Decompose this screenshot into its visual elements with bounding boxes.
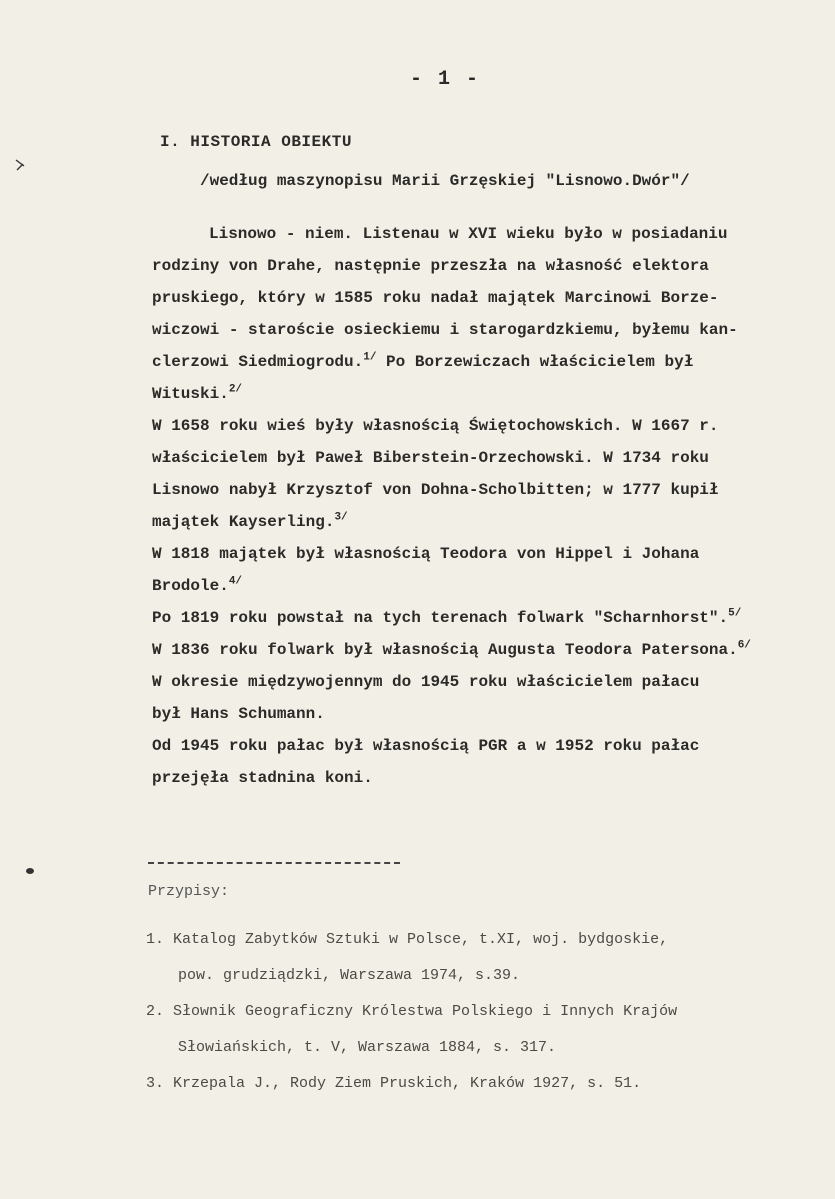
footnote-item: 1. Katalog Zabytków Sztuki w Polsce, t.XI, woj. bydgoskie, — [146, 931, 669, 948]
footnotes-title: Przypisy: — [148, 883, 230, 900]
body-line: Lisnowo nabył Krzysztof von Dohna-Scholbitten; w 1777 kupił — [152, 481, 719, 499]
body-line: clerzowi Siedmiogrodu.$^{1/}$ Po Borzewiczach właścicielem był — [152, 351, 694, 371]
footnote-ref: 4/ — [228, 575, 243, 588]
footnote-divider — [148, 862, 400, 864]
footnote-ref: 1/ — [363, 351, 377, 364]
body-line: Brodole.$^{4/}$ — [152, 575, 243, 595]
footnote-item-continued: pow. grudziądzki, Warszawa 1974, s.39. — [178, 967, 521, 984]
footnote-item: 2. Słownik Geograficzny Królestwa Polskiego i Innych Krajów — [146, 1003, 678, 1020]
body-line: majątek Kayserling.$^{3/}$ — [152, 511, 348, 531]
body-line: przejęła stadnina koni. — [152, 769, 373, 787]
footnote-item-continued: Słowiańskich, t. V, Warszawa 1884, s. 317. — [178, 1039, 557, 1056]
body-line: Od 1945 roku pałac był własnością PGR a w 1952 roku pałac — [152, 737, 700, 755]
body-line: Lisnowo - niem. Listenau w XVI wieku było w posiadaniu — [209, 225, 728, 243]
body-line: wiczowi - staroście osieckiemu i starogardzkiemu, byłemu kan- — [152, 321, 738, 339]
page-number: - 1 - — [410, 68, 481, 91]
footnote-ref: 6/ — [737, 639, 751, 652]
section-heading: I. HISTORIA OBIEKTU — [160, 133, 352, 151]
body-line: Po 1819 roku powstał na tych terenach folwark "Scharnhorst".$^{5/}$ — [152, 607, 742, 627]
footnote-ref: 2/ — [228, 383, 243, 396]
body-line: był Hans Schumann. — [152, 705, 325, 723]
body-line: W 1836 roku folwark był własnością Augusta Teodora Patersona.$^{6/}$ — [152, 639, 751, 659]
scan-dot-icon — [24, 866, 36, 876]
body-line: W okresie międzywojennym do 1945 roku właścicielem pałacu — [152, 673, 700, 691]
footnote-item: 3. Krzepala J., Rody Ziem Pruskich, Kraków 1927, s. 51. — [146, 1075, 642, 1092]
footnote-ref: 5/ — [728, 607, 742, 620]
body-line: W 1818 majątek był własnością Teodora von Hippel i Johana — [152, 545, 700, 563]
body-line: rodziny von Drahe, następnie przeszła na własność elektora — [152, 257, 709, 275]
body-line: W 1658 roku wieś były własnością Świętochowskich. W 1667 r. — [152, 417, 719, 435]
footnotes-list — [146, 922, 677, 1102]
body-line: Wituski.$^{2/}$ — [152, 383, 243, 403]
body-line: właścicielem był Paweł Biberstein-Orzechowski. W 1734 roku — [152, 449, 709, 467]
body-text — [152, 218, 812, 794]
footnote-ref: 3/ — [334, 511, 348, 524]
body-line: pruskiego, który w 1585 roku nadał majątek Marcinowi Borze- — [152, 289, 719, 307]
section-subheading: /według maszynopisu Marii Grzęskiej "Lisnowo.Dwór"/ — [200, 172, 690, 190]
scan-mark-icon — [14, 158, 28, 172]
